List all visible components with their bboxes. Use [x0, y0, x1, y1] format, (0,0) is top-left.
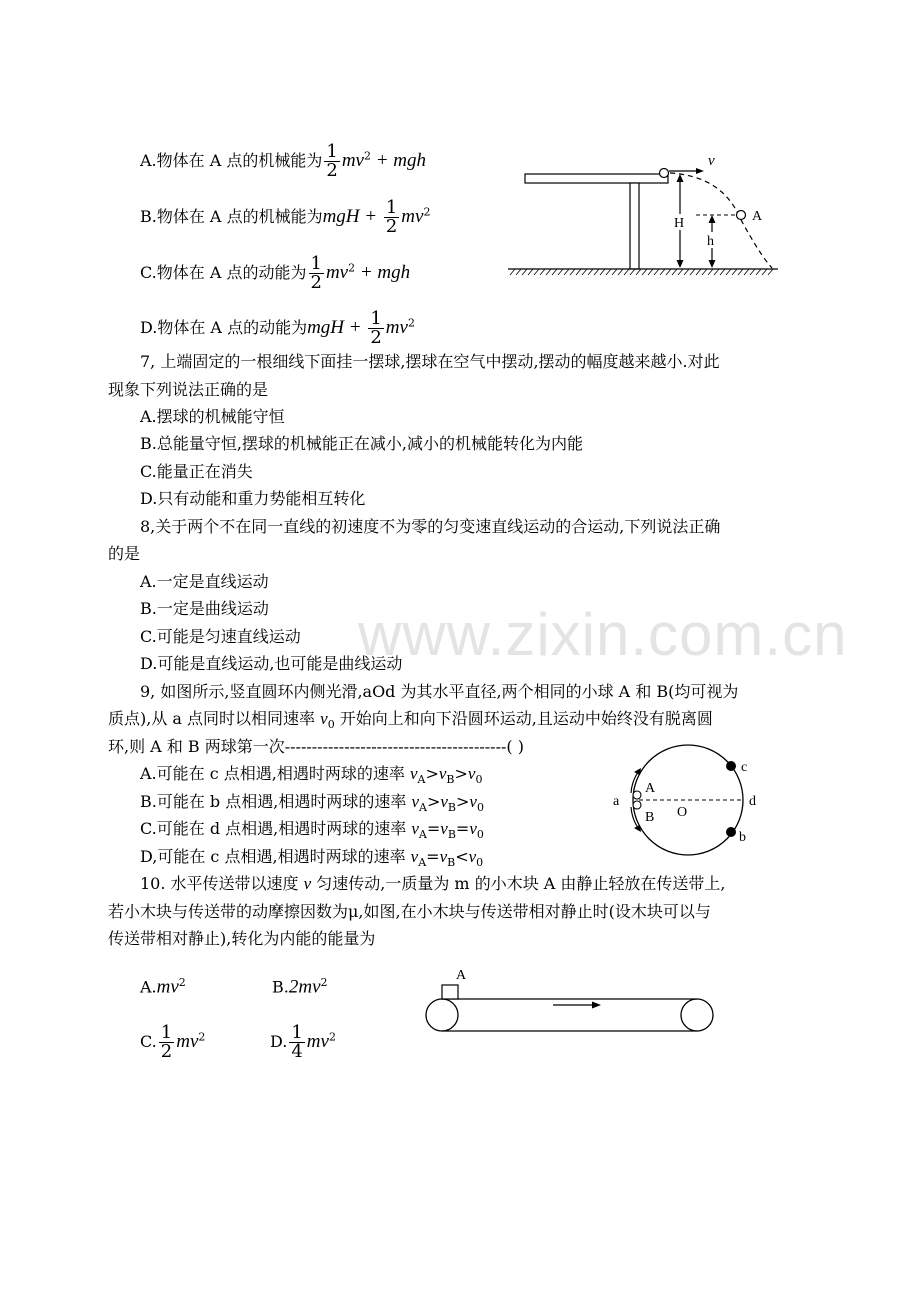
label-v: v — [708, 153, 715, 169]
q9-stem-line1: 9, 如图所示,竖直圆环内侧光滑,aOd 为其水平直径,两个相同的小球 A 和 B(均可视为 — [140, 682, 739, 701]
q9-option-a: A.可能在 c 点相遇,相遇时两球的速率 $v_A>v_B>v_0$ — [140, 764, 483, 787]
point-b — [726, 827, 736, 837]
label-d: d — [749, 794, 756, 809]
q8-option-d: D.可能是直线运动,也可能是曲线运动 — [140, 654, 403, 673]
q9-option-c: C.可能在 d 点相遇,相遇时两球的速率 $v_A=v_B=v_0$ — [140, 819, 484, 842]
q10-option-c: C. $\frac{1}{2}$ $mv^2$ — [140, 1022, 206, 1062]
label-a: a — [613, 794, 620, 809]
label-block-a: A — [456, 968, 467, 983]
arrow-up-arc — [631, 771, 639, 793]
q8-stem-line2: 的是 — [108, 544, 141, 563]
q10-option-b: $B.2mv^2$ — [272, 976, 328, 998]
q10-option-d: D. $\frac{1}{4}$ $mv^2$ — [270, 1022, 336, 1062]
q7-option-b: B.总能量守恒,摆球的机械能正在减小,减小的机械能转化为内能 — [140, 434, 584, 453]
q9-figure-vertical-ring — [600, 735, 780, 875]
q8-option-c: C.可能是匀速直线运动 — [140, 627, 301, 646]
q7-option-a: A.摆球的机械能守恒 — [140, 407, 285, 426]
label-h-big: H — [674, 216, 685, 231]
block-a — [442, 985, 458, 999]
q10-option-a: $A.mv^2$ — [140, 976, 186, 998]
q7-option-c: C.能量正在消失 — [140, 462, 253, 481]
point-c — [726, 761, 736, 771]
q10-stem-line2: 若小木块与传送带的动摩擦因数为μ,如图,在小木块与传送带相对静止时(设木块可以与 — [108, 902, 711, 921]
q8-option-b: B.一定是曲线运动 — [140, 599, 269, 618]
label-b: b — [739, 830, 746, 845]
q6-option-c: C.物体在 A 点的动能为 $\frac{1}{2}$ $mv^2$ + mgh — [140, 253, 411, 293]
q6-option-a: A.物体在 A 点的机械能为 $\frac{1}{2}$ $mv^2$ + mgh — [140, 141, 427, 181]
ball-a — [633, 791, 641, 799]
ball-start — [660, 169, 669, 178]
q6-option-b: B.物体在 A 点的机械能为mgH + $\frac{1}{2}$ $mv^2$ — [140, 197, 431, 237]
q8-option-a: A.一定是直线运动 — [140, 572, 269, 591]
point-a — [737, 211, 746, 220]
q7-stem-line1: 7, 上端固定的一根细线下面挂一摆球,摆球在空气中摆动,摆动的幅度越来越小.对此 — [140, 352, 720, 371]
label-h-small: h — [707, 234, 714, 249]
q6-figure-table-projectile — [500, 150, 790, 280]
label-a: A — [752, 209, 763, 224]
label-ball-a: A — [645, 781, 656, 796]
table-top — [525, 174, 668, 183]
q10-figure-conveyor-belt — [415, 960, 725, 1040]
q7-stem-line2: 现象下列说法正确的是 — [108, 380, 269, 399]
watermark: www.zixin.com.cn — [358, 601, 848, 668]
q9-option-b: B.可能在 b 点相遇,相遇时两球的速率 $v_A>v_B>v_0$ — [140, 792, 484, 815]
right-pulley — [681, 999, 713, 1031]
q8-stem-line1: 8,关于两个不在同一直线的初速度不为零的匀变速直线运动的合运动,下列说法正确 — [140, 517, 721, 536]
q9-stem-line2: 质点),从 a 点同时以相同速率 $v_0$ 开始向上和向下沿圆环运动,且运动中始终没有脱离圆 — [108, 709, 713, 732]
left-pulley — [426, 999, 458, 1031]
ball-b — [633, 801, 641, 809]
q9-option-d: D,可能在 c 点相遇,相遇时两球的速率 $v_A=v_B<v_0$ — [140, 847, 484, 870]
q10-stem-line3: 传送带相对静止),转化为内能的能量为 — [108, 929, 376, 948]
q9-stem-line3: 环,则 A 和 B 两球第一次-----------------------------------------( ) — [108, 737, 524, 756]
q10-stem-line1: 10. 水平传送带以速度 v 匀速传动,一质量为 m 的小木块 A 由静止轻放在传送带上, — [140, 874, 726, 893]
arrow-down-arc — [631, 807, 639, 829]
label-o: O — [677, 805, 688, 820]
q7-option-d: D.只有动能和重力势能相互转化 — [140, 489, 366, 508]
table-leg — [630, 183, 639, 269]
q6-option-d: D.物体在 A 点的动能为mgH + $\frac{1}{2}$ $mv^2$ — [140, 308, 415, 348]
label-ball-b: B — [645, 810, 655, 825]
label-c: c — [741, 760, 748, 775]
